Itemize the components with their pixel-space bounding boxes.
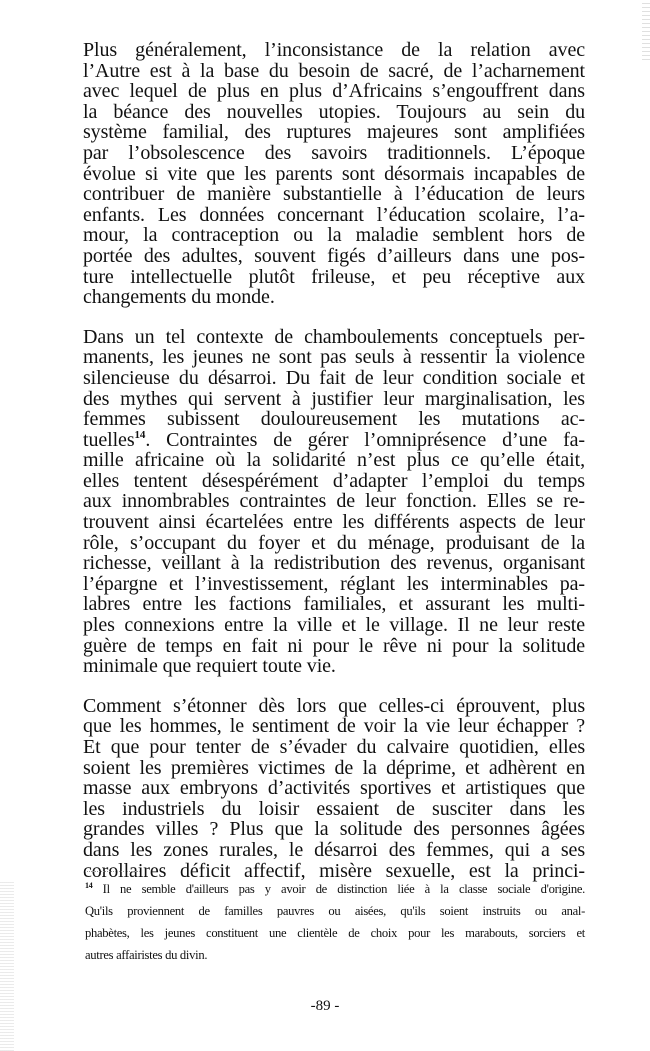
text-line: tuelles$^{14}$. Contraintes de gérer l’omniprésence d’une fa-	[83, 428, 585, 451]
text-line: que les hommes, le sentiment de voir la vie leur échapper ?	[83, 715, 585, 738]
footnote-number: 14	[85, 881, 93, 890]
text-line: des mythes qui servent à justifier leur marginalisation, les	[83, 387, 585, 410]
text-line: l’Autre est à la base du besoin de sacré, de l’acharnement	[83, 59, 585, 82]
text-line: Et que pour tenter de s’évader du calvaire quotidien, elles	[83, 736, 585, 758]
text-line: dans les zones rurales, le désarroi des femmes, qui a ses	[83, 838, 585, 861]
text-line: elles tentent désespérément d’adapter l’emploi du temps	[83, 469, 585, 492]
text-line: l’épargne et l’investissement, réglant les interminables pa-	[83, 572, 585, 595]
text-line: soient les premières victimes de la déprime, et adhèrent en	[83, 756, 585, 779]
text-line: mille africaine où la solidarité n’est plus ce qu’elle était,	[83, 449, 585, 472]
text-line: mour, la contraception ou la maladie semblent hors de	[83, 224, 585, 247]
text-line: rôle, s’occupant du foyer et du ménage, produisant de la	[83, 531, 585, 554]
text-line: grandes villes ? Plus que la solitude des personnes âgées	[83, 818, 585, 841]
text-line: ture intellectuelle plutôt frileuse, et peu réceptive aux	[83, 265, 585, 288]
footnote-line: phabètes, les jeunes constituent une clientèle de choix pour les marabouts, sorciers et	[85, 926, 585, 940]
page-number: -89 -	[310, 998, 340, 1014]
text-line: guère de temps en fait ni pour le rêve ni pour la solitude	[83, 634, 585, 657]
text-line: par l’obsolescence des savoirs traditionnels. L’époque	[83, 141, 585, 164]
text-line: les industriels du loisir essaient de susciter dans les	[83, 797, 585, 820]
text-line: changements du monde.	[83, 286, 275, 309]
text-line: masse aux embryons d’activités sportives et artistiques que	[83, 777, 585, 800]
footnote-line: $^{14}$ Il ne semble d'ailleurs pas y avoir de distinction liée à la classe sociale d'origine.	[85, 881, 585, 896]
footnote-reference[interactable]: 14	[134, 428, 146, 441]
footnote-line: Qu'ils proviennent de familles pauvres ou aisées, qu'ils soient instruits ou anal-	[85, 904, 585, 918]
text-line: évolue si vite que les parents sont désormais incapables de	[83, 162, 585, 185]
footnote-separator	[85, 871, 140, 872]
paragraph-1	[83, 40, 585, 308]
text-line: contribuer de manière substantielle à l’éducation de leurs	[83, 183, 585, 206]
text-line: Dans un tel contexte de chamboulements conceptuels per-	[83, 325, 585, 348]
paragraph-2	[83, 327, 585, 677]
text-line: Comment s’étonner dès lors que celles-ci éprouvent, plus	[83, 694, 585, 717]
body-text	[83, 40, 585, 881]
paragraph-3	[83, 696, 585, 881]
text-line: trouvent ainsi écartelées entre les différents aspects de leur	[83, 511, 585, 534]
text-line: femmes subissent douloureusement les mutations ac-	[83, 408, 585, 431]
text-line: système familial, des ruptures majeures sont amplifiées	[83, 121, 585, 144]
text-line: manents, les jeunes ne sont pas seuls à ressentir la violence	[83, 346, 585, 369]
text-line: aux innombrables contraintes de leur fonction. Elles se re-	[83, 490, 585, 513]
text-line: richesse, veillant à la redistribution des revenus, organisant	[83, 552, 585, 575]
text-line: la béance des nouvelles utopies. Toujours au sein du	[83, 100, 585, 123]
text-line: portée des adultes, souvent figés d’ailleurs dans une pos-	[83, 244, 585, 267]
scan-artifact	[0, 880, 14, 1051]
text-line: ples connexions entre la ville et le village. Il ne leur reste	[83, 614, 585, 637]
text-line: Plus généralement, l’inconsistance de la relation avec	[83, 39, 585, 61]
text-line: enfants. Les données concernant l’éducation scolaire, l’a-	[83, 203, 585, 226]
text-line: avec lequel de plus en plus d’Africains s’engouffrent dans	[83, 80, 585, 103]
text-line: minimale que requiert toute vie.	[83, 655, 336, 678]
text-line: corollaires déficit affectif, misère sexuelle, est la princi-	[83, 859, 585, 882]
scan-artifact	[642, 0, 650, 60]
text-line: silencieuse du désarroi. Du fait de leur condition sociale et	[83, 366, 585, 389]
footnote-line: autres affairistes du divin.	[85, 948, 208, 962]
footnote-14	[85, 878, 585, 966]
text-line: labres entre les factions familiales, et assurant les multi-	[83, 593, 585, 616]
